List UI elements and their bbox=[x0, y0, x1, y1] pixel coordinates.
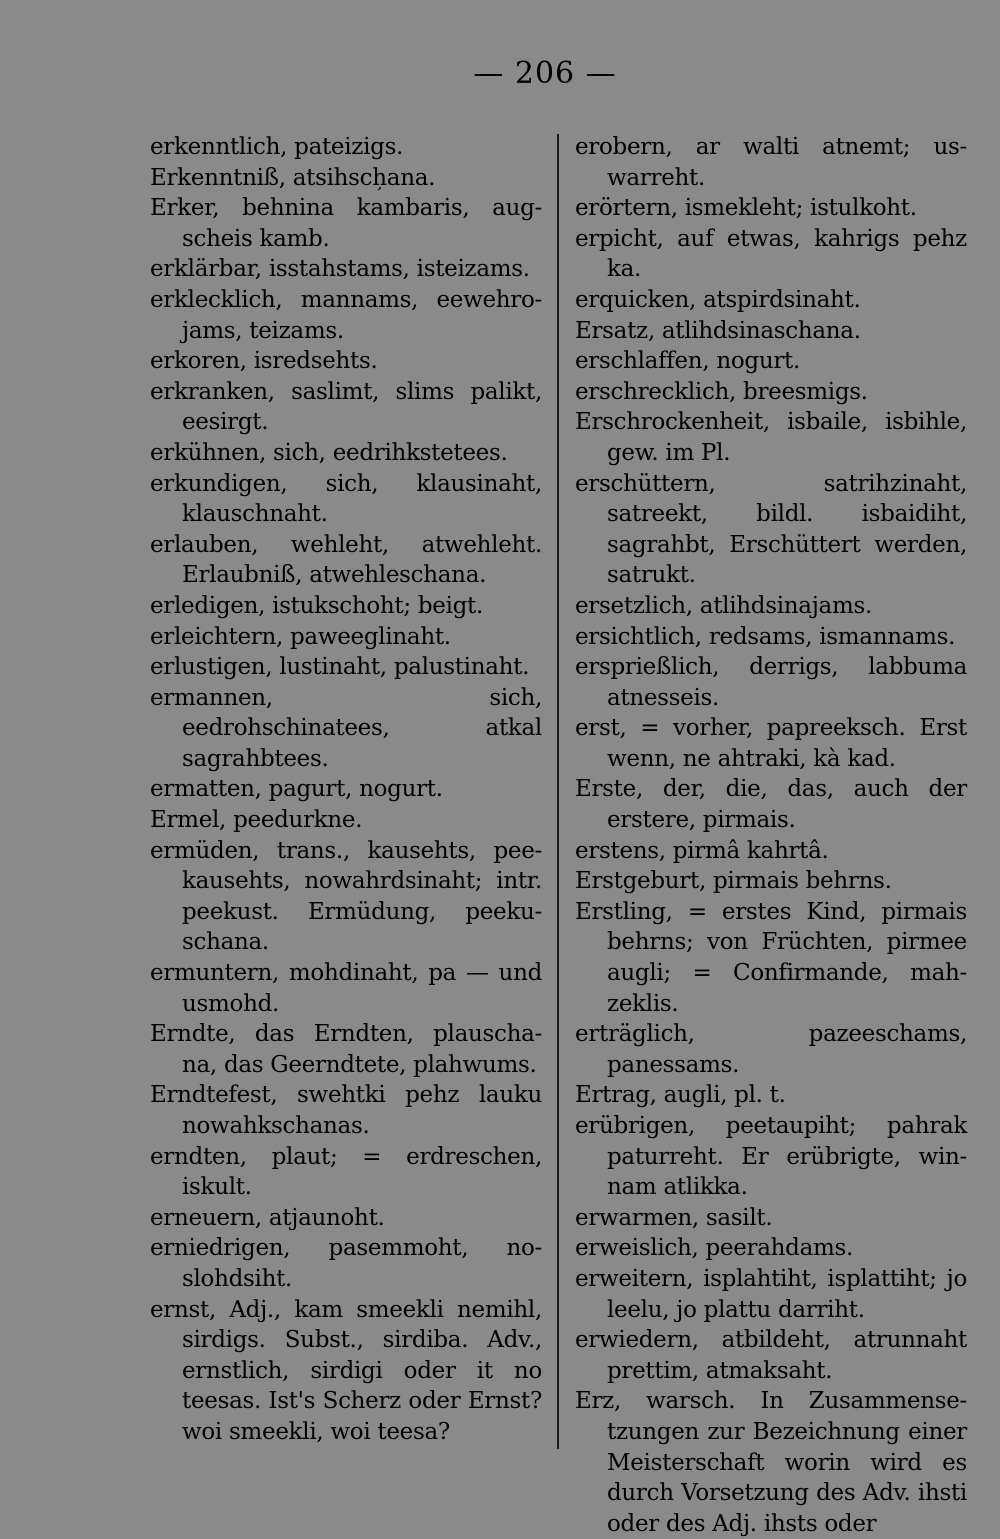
dictionary-entry: Erndtefest, swehtki pehz lauku nowahkschanas. bbox=[150, 1082, 542, 1139]
dictionary-entry: ermatten, pagurt, nogurt. bbox=[150, 776, 443, 803]
dictionary-entry: erpicht, auf etwas, kahrigs pehz ka. bbox=[575, 225, 967, 283]
dictionary-entry: Ertrag, augli, pl. t. bbox=[575, 1082, 786, 1109]
dictionary-entry: ersprießlich, derrigs, labbuma atnesseis. bbox=[575, 654, 967, 711]
dictionary-entry: erkühnen, sich, eedrihkstetees. bbox=[150, 439, 508, 466]
column-divider bbox=[557, 134, 559, 1449]
dictionary-entry: erquicken, atspirdsinaht. bbox=[575, 286, 861, 313]
left-column bbox=[150, 132, 542, 1454]
dictionary-entry: erträglich, pazeeschams, panessams. bbox=[575, 1021, 967, 1078]
dictionary-entry: erst, = vorher, papreeksch. Erst wenn, ne ahtraki, kà kad. bbox=[575, 715, 967, 772]
dictionary-entry: erschrecklich, breesmigs. bbox=[575, 378, 868, 405]
dictionary-entry: erschlaffen, nogurt. bbox=[575, 348, 800, 375]
dictionary-entry: erlauben, wehleht, atwehleht. Erlaubniß, atwehleschana. bbox=[150, 531, 542, 589]
dictionary-entry: erkranken, saslimt, slims palikt, eesirgt. bbox=[150, 378, 542, 436]
dictionary-entry: erklärbar, isstahstams, isteizams. bbox=[150, 256, 530, 283]
dictionary-entry: erkundigen, sich, klausinaht, klauschnaht. bbox=[150, 470, 542, 528]
dictionary-entry: Ersatz, atlihdsinaschana. bbox=[575, 317, 861, 344]
dictionary-entry: ermüden, trans., kausehts, pee- kausehts, nowahrdsinaht; intr. peekust. Ermüdung, peeku- schana. bbox=[150, 837, 542, 956]
dictionary-entry: erweislich, peerahdams. bbox=[575, 1235, 854, 1262]
dictionary-entry: ernst, Adj., kam smeekli nemihl, sirdigs. Subst., sirdiba. Adv., ernstlich, sirdigi oder it no teesas. Ist's Scherz oder Ernst? woi smeekli, woi teesa? bbox=[150, 1296, 542, 1445]
page-number: — 206 — bbox=[473, 56, 617, 91]
dictionary-entry: Ermel, peedurkne. bbox=[150, 807, 363, 834]
dictionary-entry: Erstgeburt, pirmais behrns. bbox=[575, 868, 892, 895]
dictionary-entry: erobern, ar walti atnemt; us- warreht. bbox=[575, 134, 967, 191]
dictionary-entry: Erste, der, die, das, auch der erstere, pirmais. bbox=[575, 776, 967, 834]
dictionary-entry: ersichtlich, redsams, ismannams. bbox=[575, 623, 956, 650]
dictionary-entry: erklecklich, mannams, eewehro- jams, teizams. bbox=[150, 286, 542, 344]
dictionary-entry: erneuern, atjaunoht. bbox=[150, 1204, 385, 1231]
dictionary-entry: erleichtern, paweeglinaht. bbox=[150, 623, 451, 650]
dictionary-entry: Erndte, das Erndten, plauscha- na, das Geerndtete, plahwums. bbox=[150, 1021, 542, 1078]
dictionary-entry: erledigen, istukschoht; beigt. bbox=[150, 592, 484, 619]
dictionary-entry: Erz, warsch. In Zusammense- tzungen zur Bezeichnung einer Meisterschaft worin wird es durch Vorsetzung des Adv. ihsti oder des Adj. ihsts oder bbox=[575, 1388, 967, 1537]
dictionary-entry: erlustigen, lustinaht, palustinaht. bbox=[150, 654, 530, 681]
dictionary-entry: erniedrigen, pasemmoht, no- slohdsiht. bbox=[150, 1235, 542, 1292]
right-column bbox=[575, 132, 967, 1537]
dictionary-entry: Erker, behnina kambaris, aug- scheis kamb. bbox=[150, 195, 542, 252]
dictionary-entry: erweitern, isplahtiht, isplattiht; jo leelu, jo plattu darriht. bbox=[575, 1265, 967, 1323]
dictionary-entry: ersetzlich, atlihdsinajams. bbox=[575, 592, 872, 619]
dictionary-entry: ermuntern, mohdinaht, pa — und usmohd. bbox=[150, 960, 542, 1017]
dictionary-entry: erkoren, isredsehts. bbox=[150, 348, 378, 375]
dictionary-entry: ermannen, sich, eedrohschinatees, atkal sagrahbtees. bbox=[150, 684, 542, 772]
dictionary-entry: erstens, pirmâ kahrtâ. bbox=[575, 837, 829, 864]
dictionary-entry: erschüttern, satrihzinaht, satreekt, bildl. isbaidiht, sagrahbt, Erschüttert werden, satrukt. bbox=[575, 470, 967, 589]
dictionary-entry: erwarmen, sasilt. bbox=[575, 1204, 773, 1231]
dictionary-entry: erkenntlich, pateizigs. bbox=[150, 134, 404, 160]
dictionary-entry: erübrigen, peetaupiht; pahrak paturreht. Er erübrigte, win- nam atlikka. bbox=[575, 1113, 967, 1201]
dictionary-entry: erwiedern, atbildeht, atrunnaht prettim, atmaksaht. bbox=[575, 1327, 967, 1384]
dictionary-entry: Erschrockenheit, isbaile, isbihle, gew. im Pl. bbox=[575, 409, 967, 466]
dictionary-entry: Erstling, = erstes Kind, pirmais behrns; von Früchten, pirmee augli; = Confirmande, mah- zeklis. bbox=[575, 898, 967, 1017]
dictionary-entry: Erkenntniß, atsihsch̦ana. bbox=[150, 164, 436, 191]
dictionary-entry: erndten, plaut; = erdreschen, iskult. bbox=[150, 1143, 542, 1201]
dictionary-entry: erörtern, ismekleht; istulkoht. bbox=[575, 195, 917, 222]
